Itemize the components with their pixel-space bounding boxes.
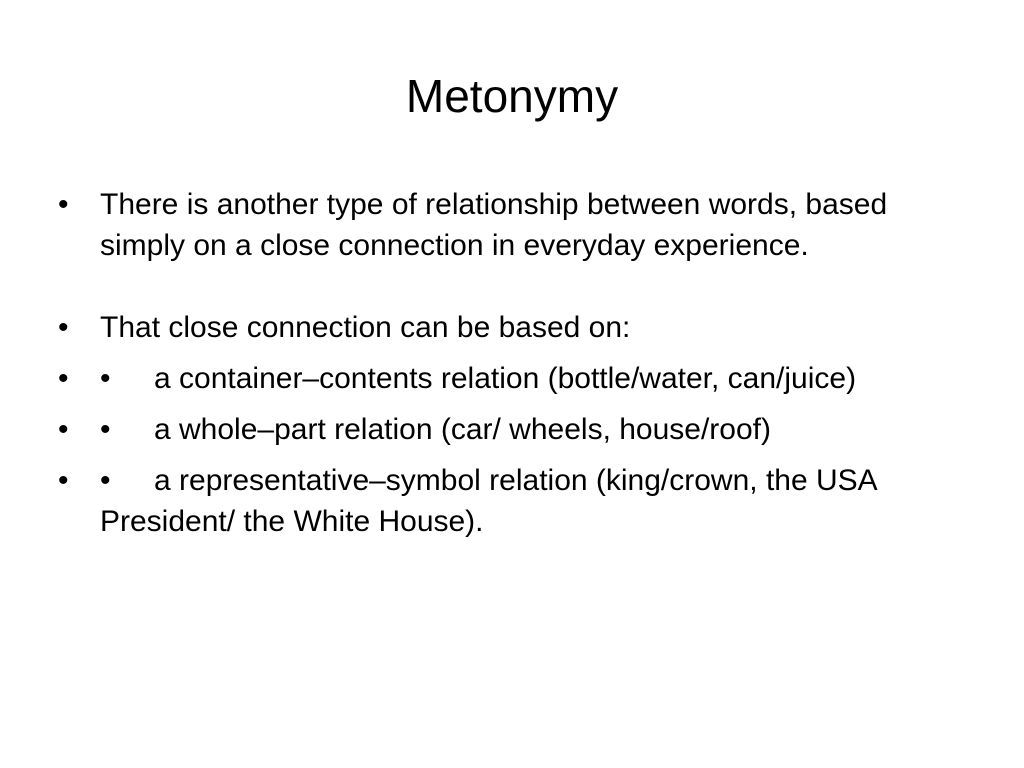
bullet-text: a container–contents relation (bottle/water, can/juice) [154,362,857,395]
bullet-list [58,184,958,552]
bullet-marker: • [58,188,69,221]
bullet-text: a whole–part relation (car/ wheels, house/roof) [154,413,771,446]
bullet-marker: • [58,464,69,497]
bullet-marker: • [58,413,69,446]
inner-bullet-marker: • [100,362,111,395]
inner-bullet-marker: • [100,413,111,446]
bullet-text: That close connection can be based on: [100,311,631,344]
bullet-item [58,409,958,450]
bullet-item [58,184,958,266]
bullet-item [58,358,958,399]
bullet-marker: • [58,362,69,395]
bullet-item [58,460,958,542]
inner-bullet-marker: • [100,464,111,497]
bullet-text: a representative–symbol relation (king/crown, the USA President/ the White House). [100,464,877,538]
slide-title: Metonymy [405,70,619,122]
bullet-marker: • [58,311,69,344]
bullet-text: There is another type of relationship between words, based simply on a close connection in everyday experience. [100,188,888,262]
bullet-item [58,307,958,348]
